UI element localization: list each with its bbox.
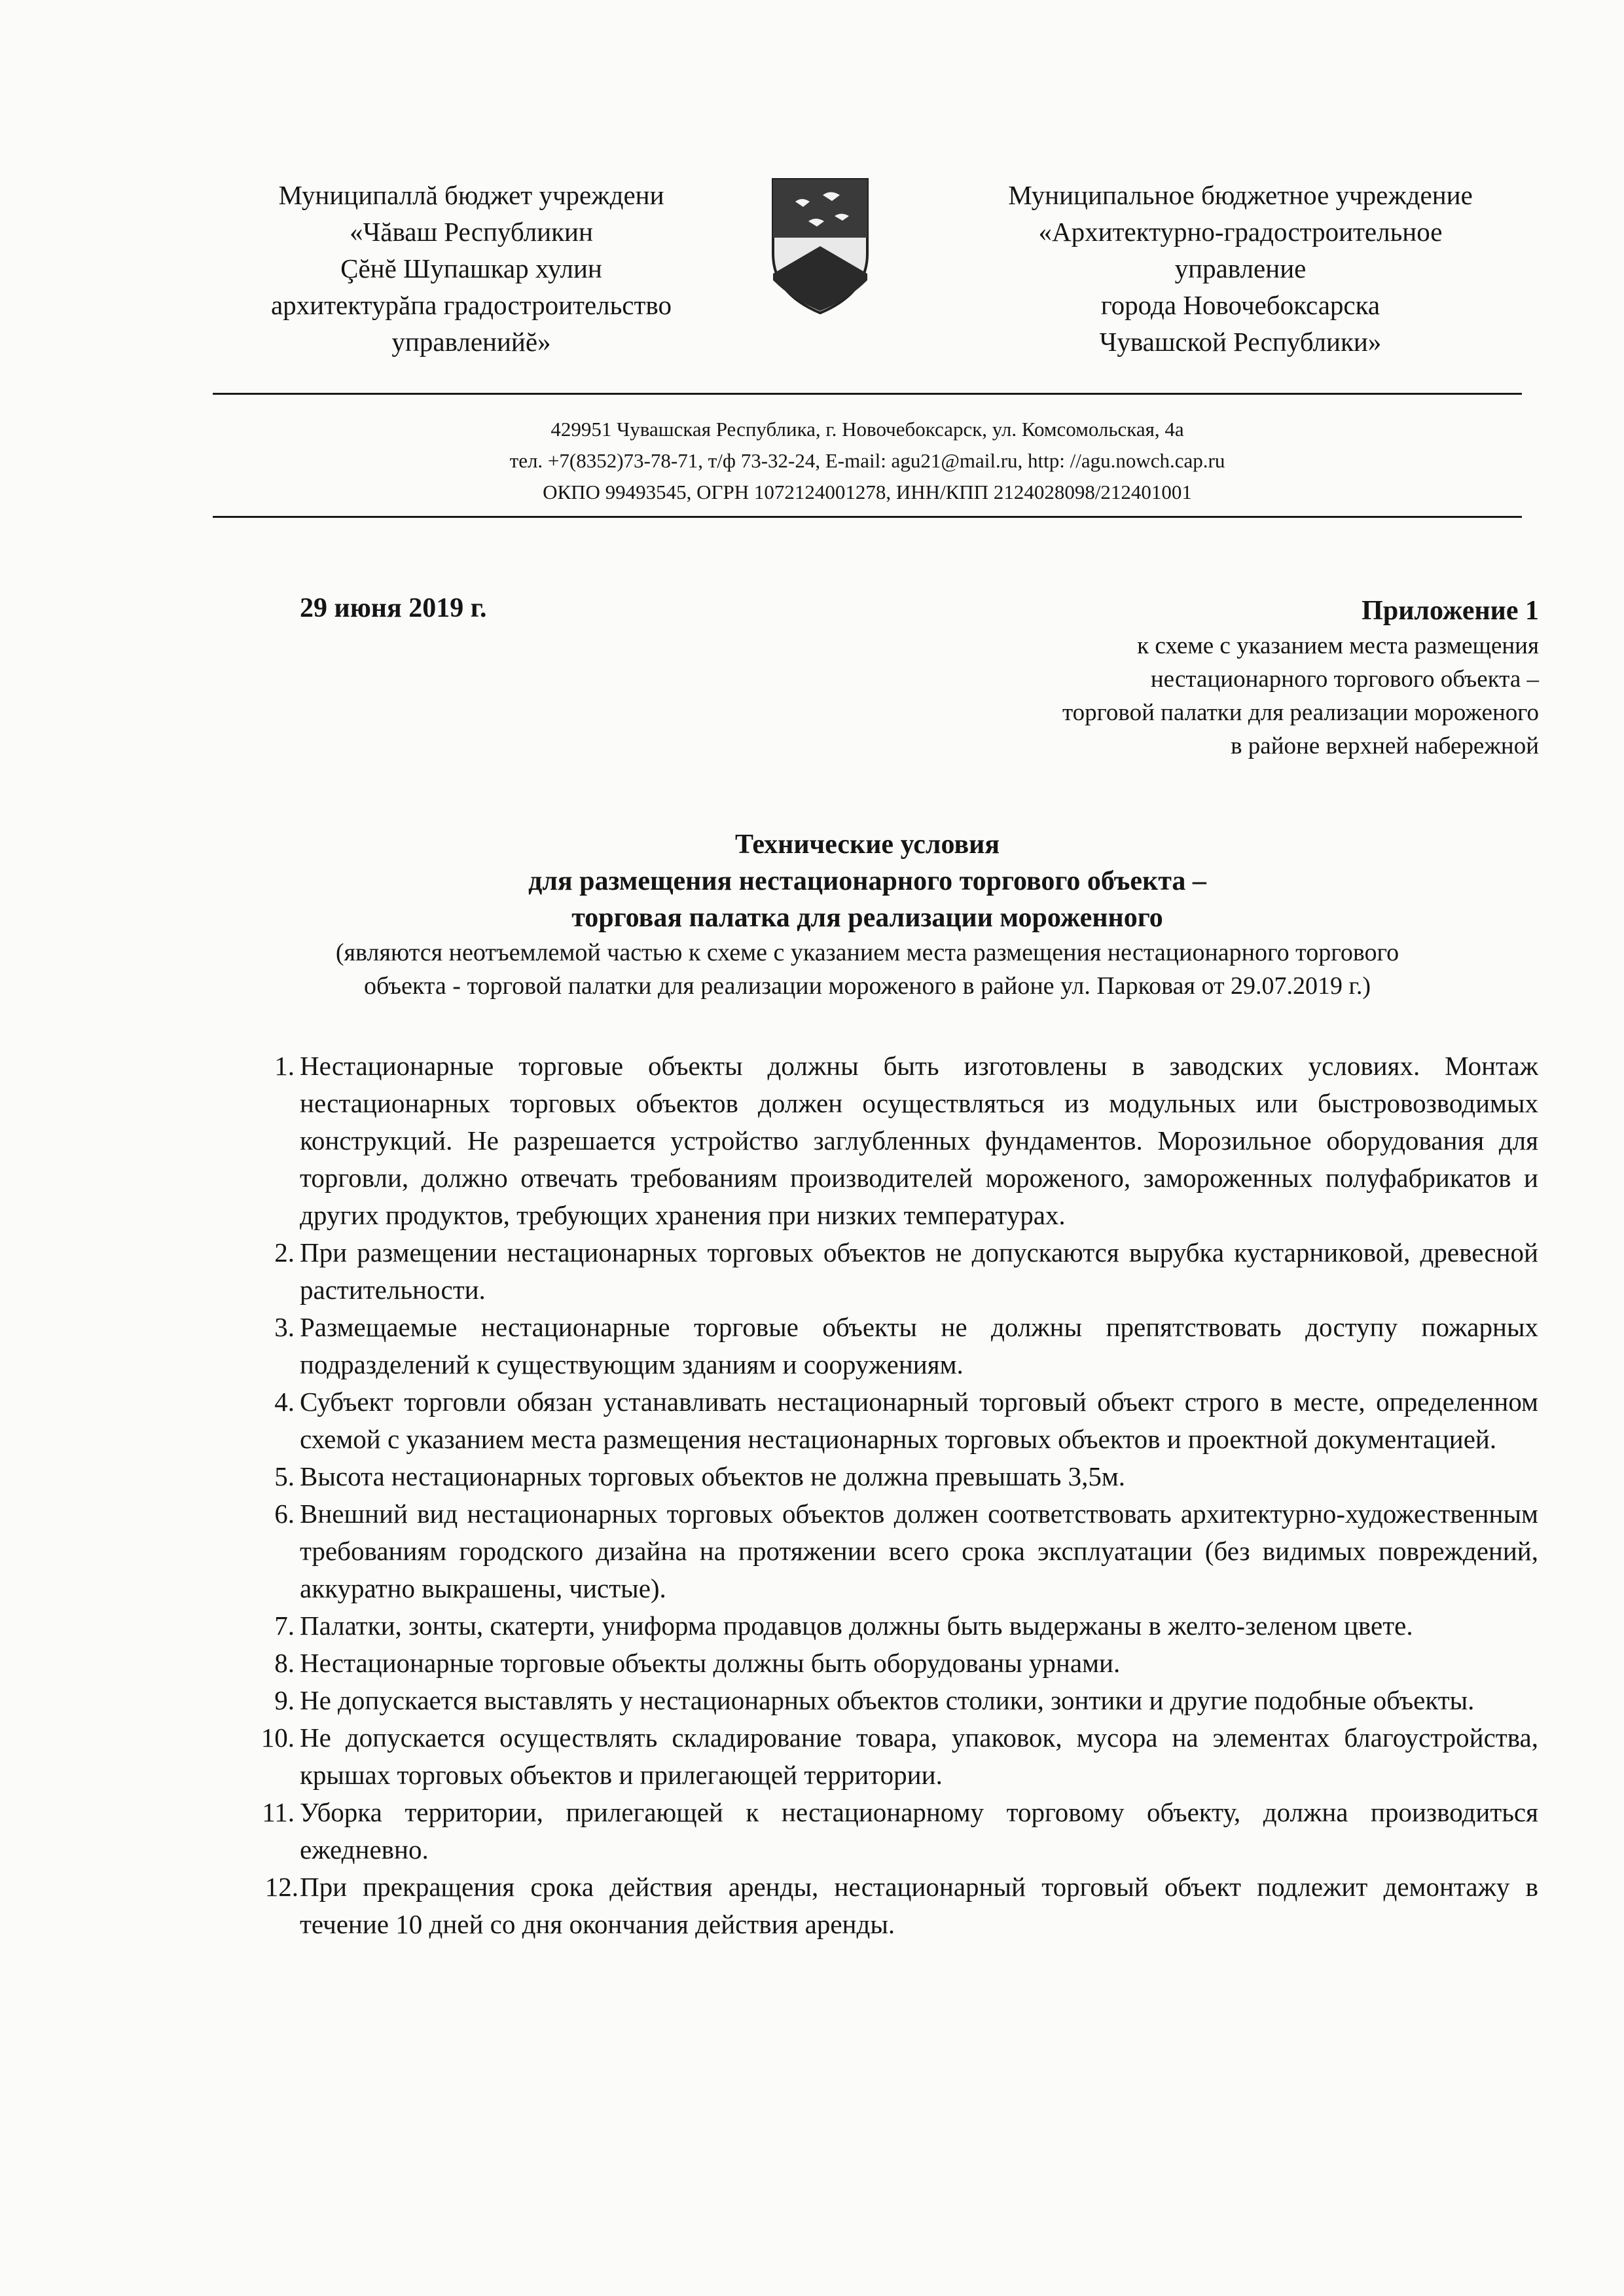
- annex-line: в районе верхней набережной: [1231, 733, 1539, 759]
- header-right-line: Муниципальное бюджетное учреждение: [1008, 180, 1473, 210]
- header-right-russian: [913, 177, 1568, 360]
- annex-line: нестационарного торгового объекта –: [1150, 666, 1539, 693]
- header-right-line: города Новочебоксарска: [1100, 290, 1380, 320]
- title-line: торговая палатка для реализации мороженного: [571, 903, 1163, 933]
- header-left-line: управленийĕ»: [391, 327, 551, 357]
- header-left-line: «Чăваш Республикин: [350, 217, 593, 247]
- item-number: 4.: [274, 1387, 295, 1417]
- item-text: При размещении нестационарных торговых объектов не допускаются вырубка кустарниковой, древесной растительности.: [300, 1237, 1538, 1305]
- header-left-line: Муниципаллă бюджет учреждени: [278, 180, 664, 210]
- item-number: 8.: [274, 1648, 295, 1678]
- annex-line: к схеме с указанием места размещения: [1137, 632, 1539, 659]
- item-text: Нестационарные торговые объекты должны быть изготовлены в заводских условиях. Монтаж нестационарных торговых объектов должен осуществляться из модульных или быстровозводимых конструкций. Не разрешается устройство заглубленных фундаментов. Морозильное оборудования для торговли, должно отвечать требованиям производителей мороженого, замороженных полуфабрикатов и других продуктов, требующих хранения при низких температурах.: [300, 1051, 1538, 1230]
- document-date: 29 июня 2019 г.: [300, 593, 487, 623]
- item-text: Размещаемые нестационарные торговые объекты не должны препятствовать доступу пожарных подразделений к существующим зданиям и сооружениям.: [300, 1312, 1538, 1379]
- item-text: Палатки, зонты, скатерти, униформа продавцов должны быть выдержаны в желто-зеленом цвете.: [300, 1611, 1413, 1641]
- header-left-line: Çĕнĕ Шупашкар хулин: [340, 253, 602, 283]
- title-note: объекта - торговой палатки для реализации мороженого в районе ул. Парковая от 29.07.2019 г.): [363, 972, 1371, 1000]
- list-item: [223, 1794, 1538, 1868]
- list-item: [223, 1607, 1538, 1645]
- list-item: [223, 1495, 1538, 1607]
- item-number: 11.: [262, 1797, 295, 1827]
- annex-line: торговой палатки для реализации мороженого: [1062, 699, 1539, 726]
- item-number: 5.: [274, 1461, 295, 1491]
- annex-title: Приложение 1: [1362, 596, 1539, 626]
- list-item: [223, 1309, 1538, 1383]
- item-number: 1.: [274, 1051, 295, 1081]
- contact-details: [213, 414, 1522, 508]
- document-title: [213, 826, 1522, 1003]
- title-note: (являются неотъемлемой частью к схеме с указанием места размещения нестационарного торгового: [335, 939, 1399, 966]
- item-number: 2.: [274, 1237, 295, 1267]
- conditions-list: [223, 1048, 1538, 1943]
- contact-address: 429951 Чувашская Республика, г. Новочебоксарск, ул. Комсомольская, 4а: [550, 418, 1184, 441]
- title-line: Технические условия: [734, 829, 1000, 860]
- header-left-chuvash: [223, 177, 720, 360]
- list-item: [223, 1682, 1538, 1719]
- list-item: [223, 1458, 1538, 1495]
- header-right-line: Чувашской Республики»: [1099, 327, 1382, 357]
- item-number: 12.: [264, 1872, 298, 1902]
- list-item: [223, 1383, 1538, 1458]
- item-number: 7.: [274, 1611, 295, 1641]
- item-text: Высота нестационарных торговых объектов не должна превышать 3,5м.: [300, 1461, 1126, 1491]
- item-number: 9.: [274, 1685, 295, 1715]
- item-number: 3.: [274, 1312, 295, 1342]
- list-item: [223, 1868, 1538, 1943]
- contact-registration-codes: ОКПО 99493545, ОГРН 1072124001278, ИНН/КПП 2124028098/212401001: [543, 481, 1192, 503]
- item-text: Нестационарные торговые объекты должны быть оборудованы урнами.: [300, 1648, 1121, 1678]
- item-number: 10.: [261, 1722, 295, 1753]
- header-right-line: «Архитектурно-градостроительное: [1038, 217, 1443, 247]
- item-text: Внешний вид нестационарных торговых объектов должен соответствовать архитектурно-художественным требованиям городского дизайна на протяжении всего срока эксплуатации (без видимых повреждений, аккуратно выкрашены, чистые).: [300, 1499, 1538, 1603]
- contact-phone-email: тел. +7(8352)73-78-71, т/ф 73-32-24, E-mail: agu21@mail.ru, http: //agu.nowch.cap.ru: [509, 449, 1225, 472]
- header-right-line: управление: [1174, 253, 1307, 283]
- list-item: [223, 1048, 1538, 1234]
- item-number: 6.: [274, 1499, 295, 1529]
- item-text: При прекращения срока действия аренды, нестационарный торговый объект подлежит демонтажу в течение 10 дней со дня окончания действия аренды.: [300, 1872, 1538, 1939]
- header-divider-top: [213, 393, 1522, 395]
- title-line: для размещения нестационарного торгового объекта –: [528, 866, 1206, 896]
- list-item: [223, 1645, 1538, 1682]
- list-item: [223, 1234, 1538, 1309]
- list-item: [223, 1719, 1538, 1794]
- item-text: Не допускается осуществлять складирование товара, упаковок, мусора на элементах благоустройства, крышах торговых объектов и прилегающей территории.: [300, 1722, 1538, 1790]
- item-text: Субъект торговли обязан устанавливать нестационарный торговый объект строго в месте, определенном схемой с указанием места размещения нестационарных торговых объектов и проектной документацией.: [300, 1387, 1538, 1454]
- annex-block: [819, 592, 1539, 763]
- header-divider-bottom: [213, 516, 1522, 518]
- city-coat-of-arms-icon: [769, 175, 871, 316]
- header-left-line: архитектурăпа градостроительство: [270, 290, 672, 320]
- item-text: Не допускается выставлять у нестационарных объектов столики, зонтики и другие подобные объекты.: [300, 1685, 1475, 1715]
- item-text: Уборка территории, прилегающей к нестационарному торговому объекту, должна производиться ежедневно.: [300, 1797, 1538, 1865]
